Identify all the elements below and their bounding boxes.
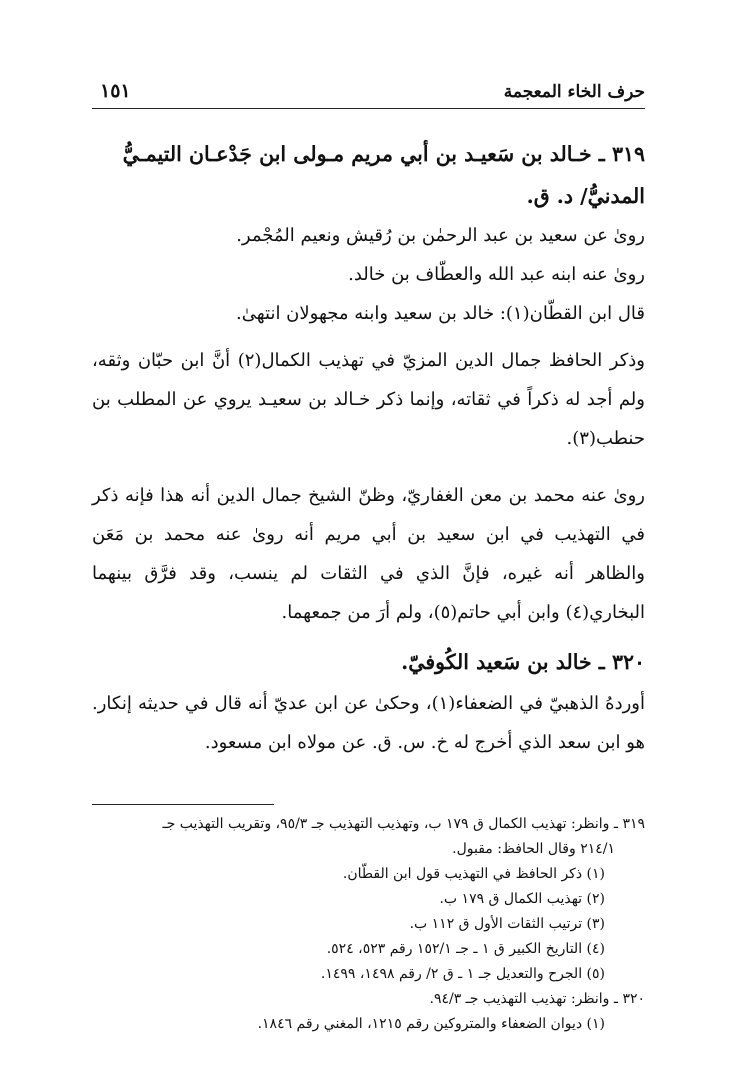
footnote: (١) ديوان الضعفاء والمتروكين رقم ١٢١٥، المغني رقم ١٨٤٦. [257, 1016, 605, 1032]
paragraph: روىٰ عنه محمد بن معن الغفاريّ، وظنّ الشيخ جمال الدين أنه هذا فإنه ذكر في التهذيب في ابن سعيد بن أبي مريم أنه روىٰ عنه محمد بن مَعَن والظاهر أنه غيره، فإنَّ الذي في الثقات لم ينسب، وقد فرَّق بينهما البخاري(٤) وابن أبي حاتم(٥)، ولم أرَ من جمعهما. [92, 485, 645, 623]
entry-heading: ٣١٩ ـ خـالد بن سَعيـد بن أبي مريم مـولى ابن جَدْعـان التيمـيُّ [122, 142, 645, 166]
paragraph: روىٰ عنه ابنه عبد الله والعطّاف بن خالد. [348, 264, 645, 285]
footnote: (١) ذكر الحافظ في التهذيب قول ابن القطّان. [342, 866, 605, 882]
footnote-continuation: ٢١٤/١ وقال الحافظ: مقبول. [452, 841, 615, 857]
running-title: حرف الخاء المعجمة [503, 82, 645, 102]
footnote: (٣) ترتيب الثقات الأول ق ١١٢ ب. [409, 916, 605, 932]
footnote-separator [92, 804, 274, 805]
paragraph: وذكر الحافظ جمال الدين المزيّ في تهذيب الكمال(٢) أنَّ ابن حبّان وثقه، ولم أجد له ذكراً في ثقاته، وإنما ذكر خـالد بن سعيـد يروي عن المطلب بن حنطب(٣). [92, 350, 645, 449]
page-header [92, 78, 645, 109]
entry-heading: ٣٢٠ ـ خالد بن سَعيد الكُوفيّ. [401, 650, 645, 674]
footnote: ٣١٩ ـ وانظر: تهذيب الكمال ق ١٧٩ ب، وتهذيب التهذيب جـ ٩٥/٣، وتقريب التهذيب جـ [162, 816, 645, 832]
paragraph: قال ابن القطّان(١): خالد بن سعيد وابنه مجهولان انتهىٰ. [236, 303, 645, 324]
footnotes [92, 812, 645, 1037]
paragraph: أوردهُ الذهبيّ في الضعفاء(١)، وحكىٰ عن ابن عديّ أنه قال في حديثه إنكار. هو ابن سعد الذي أخرج له خ. س. ق. عن مولاه ابن مسعود. [92, 693, 645, 753]
footnote: (٥) الجرح والتعديل جـ ١ ـ ق ٢/ رقم ١٤٩٨، ١٤٩٩. [320, 966, 605, 982]
footnote: (٤) التاريخ الكبير ق ١ ـ جـ ١٥٢/١ رقم ٥٢٣، ٥٢٤. [326, 941, 605, 957]
paragraph: روىٰ عن سعيد بن عبد الرحمٰن بن رُقيش ونعيم المُجْمر. [236, 225, 645, 246]
entry-heading-continuation: المدنيُّ/ د. ق. [526, 184, 645, 208]
footnote: (٢) تهذيب الكمال ق ١٧٩ ب. [439, 891, 605, 907]
main-text [92, 132, 645, 762]
footnote: ٣٢٠ ـ وانظر: تهذيب التهذيب جـ ٩٤/٣. [429, 991, 645, 1007]
page-number: ١٥١ [100, 80, 131, 102]
